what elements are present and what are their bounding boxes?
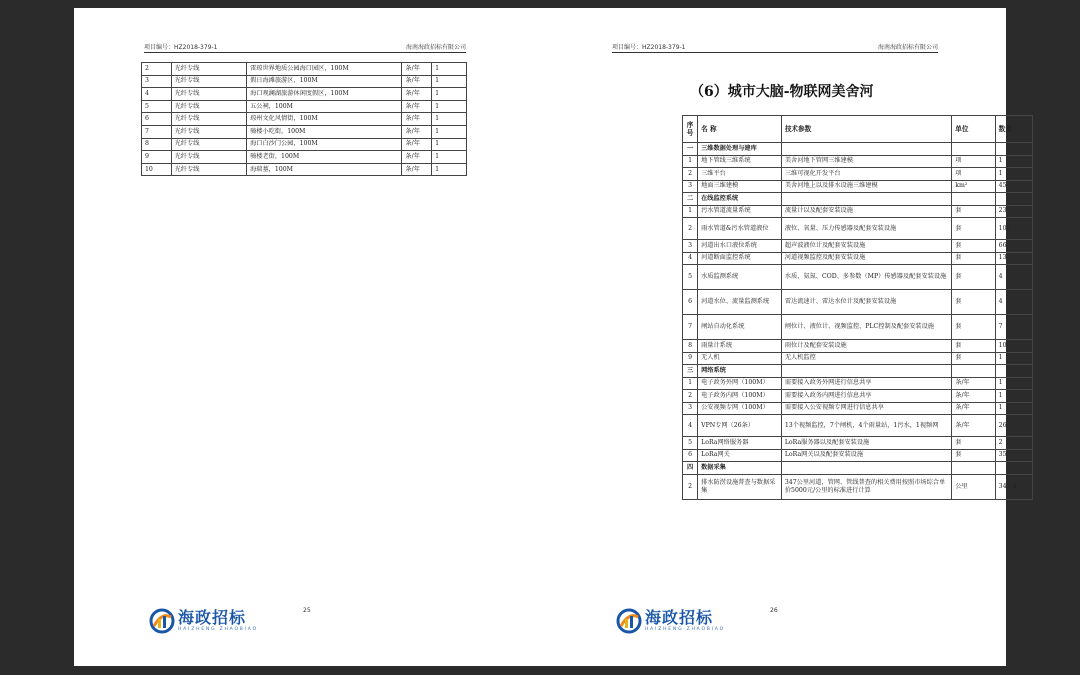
company-name: 海南海政招标有限公司 <box>877 44 938 51</box>
cell-index: 三 <box>683 365 698 378</box>
cell-name: 闸站自动化系统 <box>698 315 782 340</box>
cell-unit <box>952 462 995 475</box>
cell-spec: LoRa网关以及配套安装设施 <box>781 449 951 462</box>
cell-index: 3 <box>142 75 172 88</box>
company-logo <box>616 608 725 634</box>
cell-spec <box>781 365 951 378</box>
table-row <box>683 402 1033 415</box>
cell-unit: 条/年 <box>952 377 995 390</box>
cell-spec: 三维可视化开发平台 <box>781 168 951 181</box>
cell-index: 3 <box>683 180 698 193</box>
cell-index: 2 <box>683 474 698 499</box>
table-row <box>142 75 467 88</box>
cell-name: 三维数据处理与建库 <box>698 143 782 156</box>
logo-subtext: HAIZHENG ZHAOBIAO <box>645 626 725 632</box>
cell-index: 1 <box>683 155 698 168</box>
table-row <box>683 180 1033 193</box>
cell-unit: 套 <box>952 218 995 240</box>
cell-qty: 10 <box>995 340 1032 353</box>
cell-spec: 美舍河地上以及排水设施三维建模 <box>781 180 951 193</box>
cell-unit <box>952 143 995 156</box>
cell-type: 光纤专线 <box>171 113 246 126</box>
section-title: （6）城市大脑-物联网美舍河 <box>690 84 874 100</box>
cell-qty: 13 <box>995 252 1032 265</box>
cell-unit: 条/年 <box>402 151 432 164</box>
cell-qty: 66 <box>995 240 1032 253</box>
cell-unit: 套 <box>952 437 995 450</box>
cell-unit: km² <box>952 180 995 193</box>
cell-name: 地面三维建模 <box>698 180 782 193</box>
group-row <box>683 193 1033 206</box>
cell-qty: 26 <box>995 415 1032 437</box>
table-row <box>683 155 1033 168</box>
cell-index: 6 <box>142 113 172 126</box>
cell-unit: 条/年 <box>402 75 432 88</box>
cell-unit: 公里 <box>952 474 995 499</box>
cell-index: 3 <box>683 240 698 253</box>
cell-type: 光纤专线 <box>171 88 246 101</box>
cell-spec: 美舍河地下管网三维建模 <box>781 155 951 168</box>
cell-index: 3 <box>683 402 698 415</box>
cell-index: 5 <box>142 100 172 113</box>
cell-unit: 套 <box>952 290 995 315</box>
table-row <box>142 138 467 151</box>
cell-location: 假日海滩旅游区，100M <box>247 75 402 88</box>
cell-index: 2 <box>683 218 698 240</box>
logo-text: 海政招标 <box>178 607 247 627</box>
cell-location: 五公祠，100M <box>247 100 402 113</box>
table-row <box>683 205 1033 218</box>
logo-mark-icon <box>616 608 642 634</box>
company-logo <box>149 608 258 634</box>
cell-spec: 347公里河道，管网、管线普查的相关费用按照市场综合单价5000元/公里的标准进行计算 <box>781 474 951 499</box>
cell-name: 雨水管道&污水管道液位 <box>698 218 782 240</box>
table-row <box>683 437 1033 450</box>
cell-spec: 雨位计及配套安装设施 <box>781 340 951 353</box>
cell-index: 2 <box>142 63 172 76</box>
table-row <box>142 63 467 76</box>
group-row <box>683 462 1033 475</box>
logo-mark-icon <box>149 608 175 634</box>
cell-name: 在线监控系统 <box>698 193 782 206</box>
cell-qty: 107 <box>995 218 1032 240</box>
logo-text: 海政招标 <box>645 607 714 627</box>
cell-unit: 项 <box>952 155 995 168</box>
group-row <box>683 365 1033 378</box>
cell-unit: 条/年 <box>402 138 432 151</box>
table-row <box>683 265 1033 290</box>
cell-qty: 1 <box>995 377 1032 390</box>
col-header-unit: 单位 <box>952 116 995 143</box>
cell-index: 4 <box>683 252 698 265</box>
cell-qty: 23 <box>995 205 1032 218</box>
table-header-row <box>683 116 1033 143</box>
cell-index: 二 <box>683 193 698 206</box>
cell-qty: 1 <box>995 352 1032 365</box>
cell-spec: LoRa服务器以及配套安装设施 <box>781 437 951 450</box>
cell-name: LoRa网关 <box>698 449 782 462</box>
page-number: 26 <box>770 607 778 614</box>
fiber-lines-table <box>141 62 467 176</box>
cell-index: 9 <box>142 151 172 164</box>
cell-qty: 4 <box>995 265 1032 290</box>
cell-location: 海瑞墓，100M <box>247 163 402 176</box>
cell-type: 光纤专线 <box>171 75 246 88</box>
cell-unit: 条/年 <box>402 63 432 76</box>
cell-name: 雨量计系统 <box>698 340 782 353</box>
table-row <box>683 352 1033 365</box>
cell-spec: 无人机监控 <box>781 352 951 365</box>
cell-unit <box>952 193 995 206</box>
cell-type: 光纤专线 <box>171 100 246 113</box>
cell-name: 水质监测系统 <box>698 265 782 290</box>
cell-spec <box>781 143 951 156</box>
cell-name: 排水防涝设施普查与数据采集 <box>698 474 782 499</box>
cell-qty: 1 <box>432 100 467 113</box>
cell-unit: 条/年 <box>952 415 995 437</box>
cell-unit: 项 <box>952 168 995 181</box>
table-row <box>683 252 1033 265</box>
cell-unit: 套 <box>952 340 995 353</box>
table-row <box>683 290 1033 315</box>
table-row <box>683 390 1033 403</box>
cell-unit <box>952 365 995 378</box>
page-26 <box>540 8 1017 666</box>
cell-location: 海口白沙门公园，100M <box>247 138 402 151</box>
col-header-index: 序号 <box>683 116 698 143</box>
cell-location: 骑楼老街，100M <box>247 151 402 164</box>
cell-qty: 4 <box>995 290 1032 315</box>
page-number: 25 <box>303 607 311 614</box>
cell-qty: 1 <box>432 88 467 101</box>
cell-index: 5 <box>683 265 698 290</box>
cell-index: 2 <box>683 390 698 403</box>
cell-unit: 条/年 <box>402 163 432 176</box>
cell-qty: 1 <box>432 138 467 151</box>
cell-name: 网络系统 <box>698 365 782 378</box>
cell-type: 光纤专线 <box>171 63 246 76</box>
table-row <box>683 474 1033 499</box>
cell-qty: 1 <box>432 163 467 176</box>
cell-name: VPN专网（26条） <box>698 415 782 437</box>
table-row <box>142 125 467 138</box>
col-header-name: 名 称 <box>698 116 782 143</box>
cell-qty: 1 <box>432 113 467 126</box>
cell-qty: 1 <box>432 75 467 88</box>
cell-type: 光纤专线 <box>171 125 246 138</box>
cell-unit: 条/年 <box>402 100 432 113</box>
cell-spec: 水质、氨氮、COD、多参数（MP）传感器及配套安装设施 <box>781 265 951 290</box>
cell-spec: 液位、氧量、压力传感器及配套安装设施 <box>781 218 951 240</box>
table-row <box>683 218 1033 240</box>
table-row <box>142 113 467 126</box>
cell-name: 公安视频专网（100M） <box>698 402 782 415</box>
cell-spec: 需要接入政务外网进行信息共享 <box>781 377 951 390</box>
cell-qty: 1 <box>995 402 1032 415</box>
cell-unit: 套 <box>952 252 995 265</box>
table-row <box>142 100 467 113</box>
table-row <box>683 315 1033 340</box>
cell-unit: 条/年 <box>402 88 432 101</box>
cell-location: 琼州文化风情街，100M <box>247 113 402 126</box>
table-row <box>683 168 1033 181</box>
cell-unit: 条/年 <box>952 390 995 403</box>
company-name: 海南海政招标有限公司 <box>405 44 466 51</box>
table-row <box>683 415 1033 437</box>
cell-unit: 套 <box>952 265 995 290</box>
cell-qty: 2 <box>995 437 1032 450</box>
cell-unit: 套 <box>952 205 995 218</box>
cell-spec <box>781 193 951 206</box>
project-number: 项目编号：HZ2018-379-1 <box>144 44 218 51</box>
cell-unit: 条/年 <box>952 402 995 415</box>
cell-index: 6 <box>683 449 698 462</box>
cell-qty: 1 <box>432 151 467 164</box>
cell-spec: 河道视频监控及配套安装设施 <box>781 252 951 265</box>
cell-qty: 1 <box>995 155 1032 168</box>
cell-spec: 需要接入政务内网进行信息共享 <box>781 390 951 403</box>
cell-unit: 条/年 <box>402 113 432 126</box>
cell-name: 污水管道流量系统 <box>698 205 782 218</box>
cell-name: 地下管线三维系统 <box>698 155 782 168</box>
cell-index: 9 <box>683 352 698 365</box>
cell-unit: 套 <box>952 449 995 462</box>
cell-qty: 1 <box>432 63 467 76</box>
cell-qty: 35 <box>995 449 1032 462</box>
cell-qty <box>995 143 1032 156</box>
cell-location: 骑楼小吃街，100M <box>247 125 402 138</box>
cell-name: 河道断面监控系统 <box>698 252 782 265</box>
cell-type: 光纤专线 <box>171 151 246 164</box>
cell-qty: 1 <box>995 168 1032 181</box>
cell-name: 河道出水口液位系统 <box>698 240 782 253</box>
cell-spec: 雷达流速计、雷达水位计及配套安装设施 <box>781 290 951 315</box>
cell-spec <box>781 462 951 475</box>
cell-index: 5 <box>683 437 698 450</box>
cell-qty <box>995 193 1032 206</box>
col-header-spec: 技术参数 <box>781 116 951 143</box>
logo-subtext: HAIZHENG ZHAOBIAO <box>178 626 258 632</box>
cell-qty: 45 <box>995 180 1032 193</box>
cell-unit: 套 <box>952 240 995 253</box>
cell-index: 四 <box>683 462 698 475</box>
page-25 <box>74 8 540 666</box>
table-row <box>142 163 467 176</box>
table-row <box>142 151 467 164</box>
table-row <box>683 240 1033 253</box>
table-row <box>683 449 1033 462</box>
page-header <box>144 39 466 53</box>
cell-type: 光纤专线 <box>171 163 246 176</box>
cell-unit: 套 <box>952 352 995 365</box>
cell-qty: 1 <box>995 390 1032 403</box>
table-row <box>683 377 1033 390</box>
project-number: 项目编号：HZ2018-379-1 <box>612 44 686 51</box>
cell-name: 数据采集 <box>698 462 782 475</box>
cell-qty <box>995 365 1032 378</box>
cell-spec: 流量计以及配套安装设施 <box>781 205 951 218</box>
cell-index: 8 <box>142 138 172 151</box>
cell-index: 1 <box>683 377 698 390</box>
cell-index: 10 <box>142 163 172 176</box>
cell-index: 1 <box>683 205 698 218</box>
cell-index: 8 <box>683 340 698 353</box>
cell-spec: 13个视频监控，7个闸机，4个雨量站，1污水，1视频网 <box>781 415 951 437</box>
cell-name: 电子政务内网（100M） <box>698 390 782 403</box>
cell-qty <box>995 462 1032 475</box>
cell-index: 2 <box>683 168 698 181</box>
cell-qty: 7 <box>995 315 1032 340</box>
cell-spec: 闸位计、液位计、视频监控、PLC控制及配套安装设施 <box>781 315 951 340</box>
cell-location: 雷琼世界地质公园海口园区，100M <box>247 63 402 76</box>
cell-unit: 条/年 <box>402 125 432 138</box>
cell-name: 电子政务外网（100M） <box>698 377 782 390</box>
smart-city-iot-table <box>682 115 1033 500</box>
cell-index: 4 <box>142 88 172 101</box>
cell-index: 7 <box>142 125 172 138</box>
cell-qty: 347.4 <box>995 474 1032 499</box>
col-header-qty: 数量 <box>995 116 1032 143</box>
cell-unit: 套 <box>952 315 995 340</box>
cell-spec: 需要接入公安视频专网进行信息共享 <box>781 402 951 415</box>
cell-spec: 超声波液位计及配套安装设施 <box>781 240 951 253</box>
cell-qty: 1 <box>432 125 467 138</box>
table-row <box>142 88 467 101</box>
cell-name: 三维平台 <box>698 168 782 181</box>
cell-name: 无人机 <box>698 352 782 365</box>
cell-location: 海口观澜湖旅游休闲度假区，100M <box>247 88 402 101</box>
cell-index: 6 <box>683 290 698 315</box>
group-row <box>683 143 1033 156</box>
cell-index: 4 <box>683 415 698 437</box>
cell-index: 7 <box>683 315 698 340</box>
cell-type: 光纤专线 <box>171 138 246 151</box>
cell-index: 一 <box>683 143 698 156</box>
cell-name: LoRa网络服务器 <box>698 437 782 450</box>
cell-name: 河道水位、流量监测系统 <box>698 290 782 315</box>
table-row <box>683 340 1033 353</box>
document-sheet <box>74 8 1017 666</box>
page-header <box>612 39 938 53</box>
